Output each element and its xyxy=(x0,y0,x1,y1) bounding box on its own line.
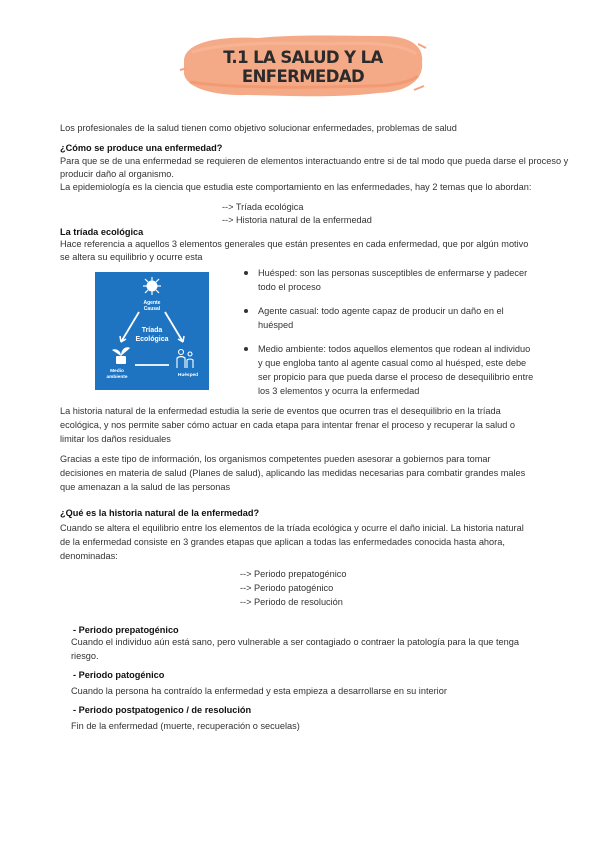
q2-line-3: denominadas: xyxy=(60,551,118,561)
period-heading-prepatogenico: - Periodo prepatogénico xyxy=(73,625,179,635)
gracias-line-1: Gracias a este tipo de información, los organismos competentes pueden asesorar a gobiernos para tomar xyxy=(60,454,491,464)
plant-icon xyxy=(112,347,130,364)
stage-item: --> Periodo patogénico xyxy=(240,583,334,593)
page-title-banner xyxy=(178,30,428,100)
bullet-line: Agente casual: todo agente capaz de producir un daño en el xyxy=(258,306,504,316)
bullet-line: Huésped: son las personas susceptibles de enfermarse y padecer xyxy=(258,268,528,278)
q1-line-2: producir daño al organismo. xyxy=(60,169,174,179)
period-text-line: Cuando el individuo aún está sano, pero vulnerable a ser contagiado o contraer la patología para la que tenga xyxy=(71,637,519,647)
period-heading-patogenico: - Periodo patogénico xyxy=(73,670,165,680)
left-label-1: Medio xyxy=(110,369,124,374)
top-label-1: Agente xyxy=(143,300,161,306)
bullet-line: Medio ambiente: todos aquellos elementos que rodean al individuo xyxy=(258,344,531,354)
stage-item: --> Periodo prepatogénico xyxy=(240,569,347,579)
triada-diagram-graphic xyxy=(95,272,209,390)
q1-line-1: Para que se de una enfermedad se requieren de elementos interactuando entre si de tal modo que pueda darse el proceso y xyxy=(60,156,569,166)
period-text-line: Cuando la persona ha contraído la enfermedad y esta empieza a desarrollarse en su interior xyxy=(71,686,447,696)
topic-item: --> Tríada ecológica xyxy=(222,202,304,212)
people-icon xyxy=(177,350,193,369)
center-label-1: Tríada xyxy=(141,327,163,334)
bullet-line: los 3 elementos y ocurra la enfermedad xyxy=(258,386,420,396)
period-heading-resolucion: - Periodo postpatogenico / de resolución xyxy=(73,705,252,715)
section-heading-q1: ¿Cómo se produce una enfermedad? xyxy=(60,143,223,153)
historia-line-1: La historia natural de la enfermedad estudia la serie de eventos que ocurren tras el desequilibrio en la tríada xyxy=(60,406,501,416)
topic-item: --> Historia natural de la enfermedad xyxy=(222,215,372,225)
stage-item: --> Periodo de resolución xyxy=(240,597,343,607)
list-item xyxy=(244,266,554,294)
triada-bullet-list xyxy=(244,266,554,398)
list-item xyxy=(244,342,554,398)
right-label: Huésped xyxy=(177,373,199,378)
page-title: T.1 LA SALUD Y LA ENFERMEDAD xyxy=(223,48,383,86)
triada-line-1: Hace referencia a aquellos 3 elementos generales que están presentes en cada enfermedad, que por algún motivo xyxy=(60,239,529,249)
bullet-line: y que engloba tanto al agente casual como al huésped, este debe xyxy=(258,358,527,368)
triada-line-2: se altera su equilibrio y ocurre esta xyxy=(60,252,203,262)
list-item xyxy=(244,304,554,332)
section-heading-triada: La tríada ecológica xyxy=(60,227,144,237)
q1-line-3: La epidemiología es la ciencia que estudia este comportamiento en las enfermedades, hay 2 temas que lo abordan: xyxy=(60,182,532,192)
historia-line-3: limitar los daños residuales xyxy=(60,434,171,444)
virus-icon xyxy=(143,277,161,295)
q2-line-1: Cuando se altera el equilibrio entre los elementos de la tríada ecológica y ocurre el daño inicial. La historia natural xyxy=(60,523,524,533)
left-label-2: ambiente xyxy=(106,375,128,380)
intro-text: Los profesionales de la salud tienen como objetivo solucionar enfermedades, problemas de salud xyxy=(60,123,457,133)
bullet-line: ser propicio para que pueda darse el proceso de desequilibrio entre xyxy=(258,372,534,382)
bullet-line: todo el proceso xyxy=(258,282,321,292)
gracias-line-3: que amenazan a la salud de las personas xyxy=(60,482,231,492)
q2-line-2: de la enfermedad consiste en 3 grandes etapas que aplican a todas las enfermedades conocida hasta ahora, xyxy=(60,537,505,547)
center-label-2: Ecológica xyxy=(135,336,169,343)
period-text-line: riesgo. xyxy=(71,651,99,661)
bullet-line: huésped xyxy=(258,320,294,330)
period-text-line: Fin de la enfermedad (muerte, recuperación o secuelas) xyxy=(71,721,300,731)
gracias-line-2: decisiones en materia de salud (Planes de salud), aplicando las medidas necesarias para combatir grandes males xyxy=(60,468,526,478)
historia-line-2: ecológica, y nos permite saber cómo actuar en cada etapa para intentar frenar el proceso y recuperar la salud o xyxy=(60,420,516,430)
section-heading-q2: ¿Qué es la historia natural de la enfermedad? xyxy=(60,508,260,518)
triada-diagram xyxy=(95,272,209,390)
top-label-2: Causal xyxy=(143,306,161,312)
